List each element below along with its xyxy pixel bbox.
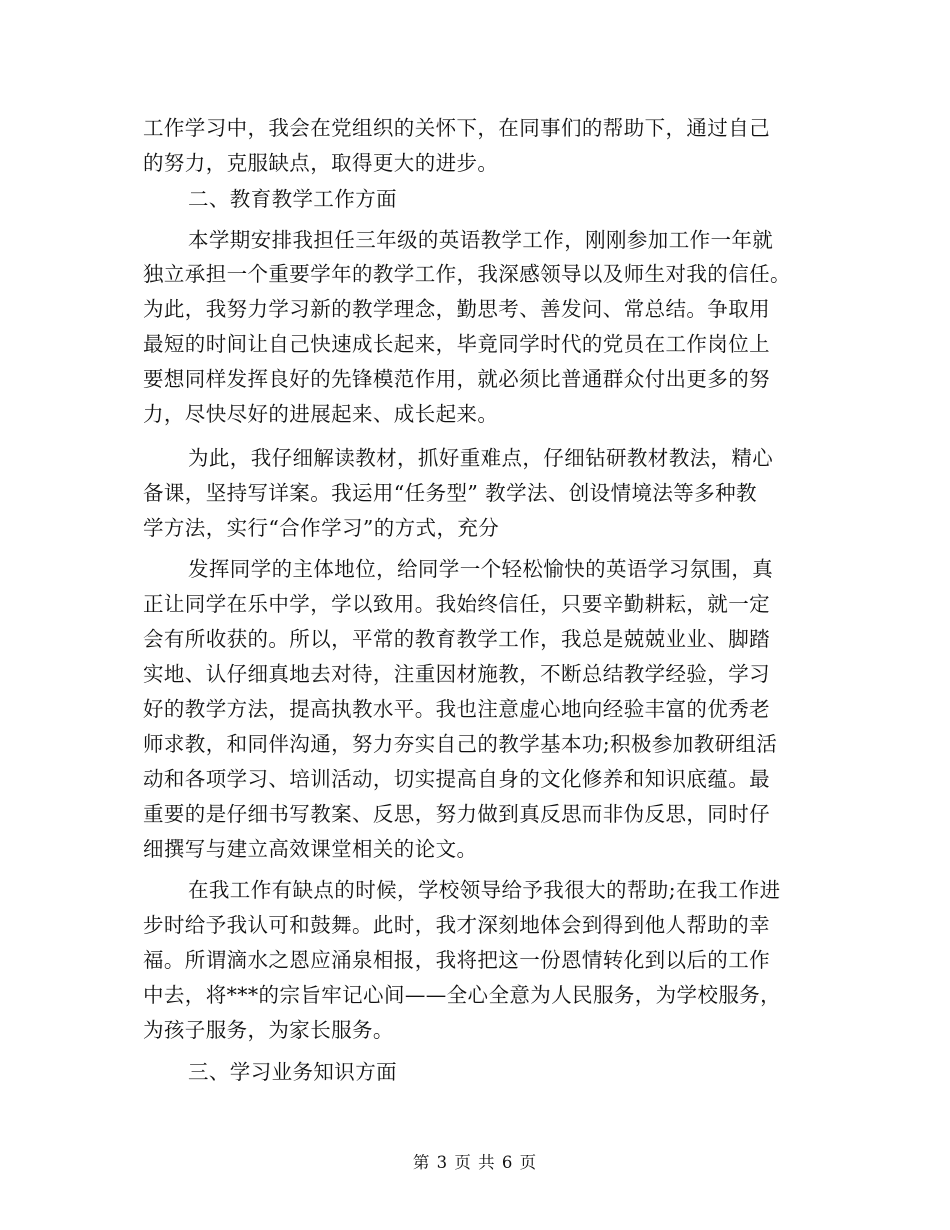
text-line: 师求教，和同伴沟通，努力夯实自己的教学基本功;积极参加教研组活 xyxy=(143,732,778,756)
text-line: 好的教学方法，提高执教水平。我也注意虚心地向经验丰富的优秀老 xyxy=(143,697,770,721)
text-line: 会有所收获的。所以，平常的教育教学工作，我总是兢兢业业、脚踏 xyxy=(143,627,770,651)
text-line: 的努力，克服缺点，取得更大的进步。 xyxy=(143,151,499,175)
text-line: 为孩子服务，为家长服务。 xyxy=(143,1018,394,1042)
text-line: 在我工作有缺点的时候，学校领导给予我很大的帮助;在我工作进 xyxy=(188,878,781,902)
text-line: 独立承担一个重要学年的教学工作，我深感领导以及师生对我的信任。 xyxy=(143,262,791,286)
text-line: 工作学习中，我会在党组织的关怀下，在同事们的帮助下，通过自己 xyxy=(143,116,770,140)
text-line: 最短的时间让自己快速成长起来，毕竟同学时代的党员在工作岗位上 xyxy=(143,332,770,356)
text-line: 学方法，实行“合作学习”的方式，充分 xyxy=(143,516,500,540)
text-line: 重要的是仔细书写教案、反思，努力做到真反思而非伪反思，同时仔 xyxy=(143,802,770,826)
text-line: 要想同样发挥良好的先锋模范作用，就必须比普通群众付出更多的努 xyxy=(143,367,770,391)
text-line: 动和各项学习、培训活动，切实提高自身的文化修养和知识底蕴。最 xyxy=(143,767,770,791)
text-line: 福。所谓滴水之恩应涌泉相报，我将把这一份恩情转化到以后的工作 xyxy=(143,948,770,972)
section-heading: 三、学习业务知识方面 xyxy=(188,1060,397,1084)
text-line: 发挥同学的主体地位，给同学一个轻松愉快的英语学习氛围，真 xyxy=(188,557,774,581)
text-line: 力，尽快尽好的进展起来、成长起来。 xyxy=(143,402,499,426)
text-line: 实地、认仔细真地去对待，注重因材施教，不断总结教学经验，学习 xyxy=(143,662,770,686)
text-line: 中去，将***的宗旨牢记心间——全心全意为人民服务，为学校服务， xyxy=(143,983,782,1007)
section-heading: 二、教育教学工作方面 xyxy=(188,187,397,211)
text-line: 本学期安排我担任三年级的英语教学工作，刚刚参加工作一年就 xyxy=(188,228,774,252)
text-line: 为此，我仔细解读教材，抓好重难点，仔细钻研教材教法，精心 xyxy=(188,446,774,470)
text-line: 细撰写与建立高效课堂相关的论文。 xyxy=(143,837,478,861)
text-line: 步时给予我认可和鼓舞。此时，我才深刻地体会到得到他人帮助的幸 xyxy=(143,913,770,937)
page-number-footer: 第 3 页 共 6 页 xyxy=(412,1153,538,1172)
text-line: 正让同学在乐中学，学以致用。我始终信任，只要辛勤耕耘，就一定 xyxy=(143,592,770,616)
text-line: 备课，坚持写详案。我运用“任务型” 教学法、创设情境法等多种教 xyxy=(143,481,757,505)
text-line: 为此，我努力学习新的教学理念，勤思考、善发问、常总结。争取用 xyxy=(143,297,770,321)
